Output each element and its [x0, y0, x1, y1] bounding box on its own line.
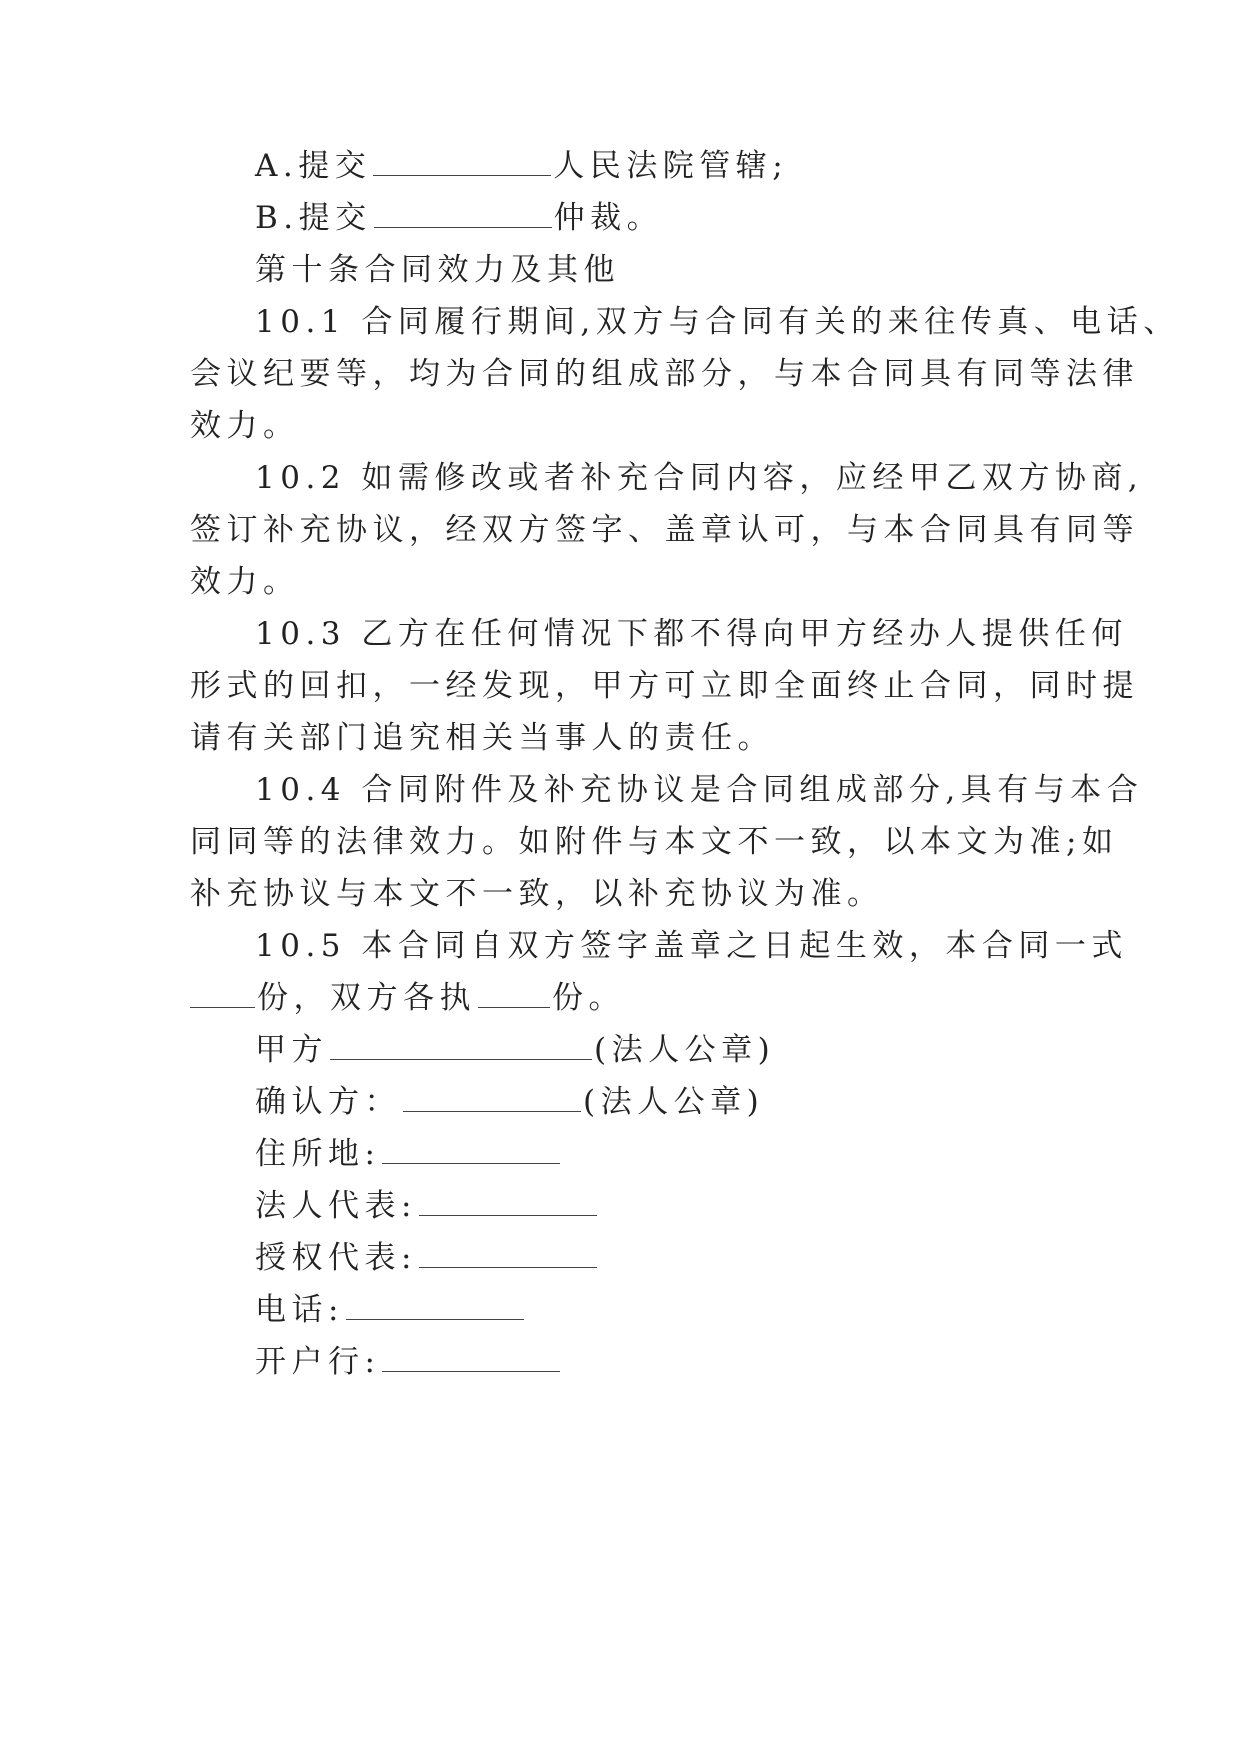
option-b-suffix: 仲裁。	[553, 200, 664, 236]
confirming-party-label: 确认方：	[255, 1084, 401, 1120]
legal-representative-label: 法人代表:	[255, 1188, 417, 1224]
confirming-party-seal-note: (法人公章)	[583, 1084, 765, 1120]
party-a-seal-note: (法人公章)	[594, 1032, 776, 1068]
clause-10-4-line-2: 同同等的法律效力。如附件与本文不一致，以本文为准;如	[190, 824, 1119, 860]
authorized-representative-blank[interactable]	[419, 1241, 597, 1268]
copies-suffix-text: 份。	[552, 980, 625, 1016]
clause-10-1-line-1: 10.1 合同履行期间,双方与合同有关的来往传真、电话、	[255, 304, 1180, 340]
address-blank[interactable]	[382, 1137, 560, 1164]
clause-10-5-line-2	[190, 978, 625, 1018]
authorized-representative-line	[255, 1238, 599, 1278]
court-blank[interactable]	[373, 149, 551, 176]
option-b-line	[255, 198, 663, 238]
clause-10-1-line-3: 效力。	[190, 408, 300, 444]
address-label: 住所地:	[255, 1136, 381, 1172]
clause-10-3-line-3: 请有关部门追究相关当事人的责任。	[190, 720, 774, 756]
clause-10-4-line-3: 补充协议与本文不一致，以补充协议为准。	[190, 876, 884, 912]
party-a-line	[255, 1030, 775, 1070]
bank-line	[255, 1342, 562, 1382]
clause-10-1-line-2: 会议纪要等，均为合同的组成部分，与本合同具有同等法律	[190, 356, 1139, 392]
clause-10-5-line-1: 10.5 本合同自双方签字盖章之日起生效，本合同一式	[255, 928, 1128, 964]
clause-10-3-line-1: 10.3 乙方在任何情况下都不得向甲方经办人提供任何	[255, 616, 1128, 652]
confirming-party-blank[interactable]	[403, 1085, 581, 1112]
party-a-blank[interactable]	[330, 1033, 592, 1060]
option-b-prefix: B.提交	[255, 200, 372, 236]
clause-10-2-line-1: 10.2 如需修改或者补充合同内容，应经甲乙双方协商,	[255, 460, 1144, 496]
bank-blank[interactable]	[382, 1345, 560, 1372]
copies-middle-text: 份，双方各执	[257, 980, 476, 1016]
clause-10-3-line-2: 形式的回扣，一经发现，甲方可立即全面终止合同，同时提	[190, 668, 1139, 704]
clause-10-2-line-2: 签订补充协议，经双方签字、盖章认可，与本合同具有同等	[190, 512, 1139, 548]
article-ten-heading: 第十条合同效力及其他	[255, 252, 620, 288]
copies-each-blank[interactable]	[478, 981, 550, 1008]
option-a-line	[255, 146, 788, 186]
legal-representative-blank[interactable]	[419, 1189, 597, 1216]
legal-representative-line	[255, 1186, 599, 1226]
phone-blank[interactable]	[346, 1293, 524, 1320]
authorized-representative-label: 授权代表:	[255, 1240, 417, 1276]
confirming-party-line	[255, 1082, 764, 1122]
option-a-prefix: A.提交	[255, 148, 372, 184]
clause-10-4-line-1: 10.4 合同附件及补充协议是合同组成部分,具有与本合	[255, 772, 1144, 808]
clause-10-2-line-3: 效力。	[190, 564, 300, 600]
party-a-label: 甲方	[255, 1032, 328, 1068]
copies-total-blank[interactable]	[190, 981, 255, 1008]
option-a-suffix: 人民法院管辖;	[553, 148, 789, 184]
arbitration-blank[interactable]	[374, 201, 552, 228]
phone-line	[255, 1290, 526, 1330]
bank-label: 开户行:	[255, 1344, 381, 1380]
address-line	[255, 1134, 562, 1174]
phone-label: 电话:	[255, 1292, 344, 1328]
